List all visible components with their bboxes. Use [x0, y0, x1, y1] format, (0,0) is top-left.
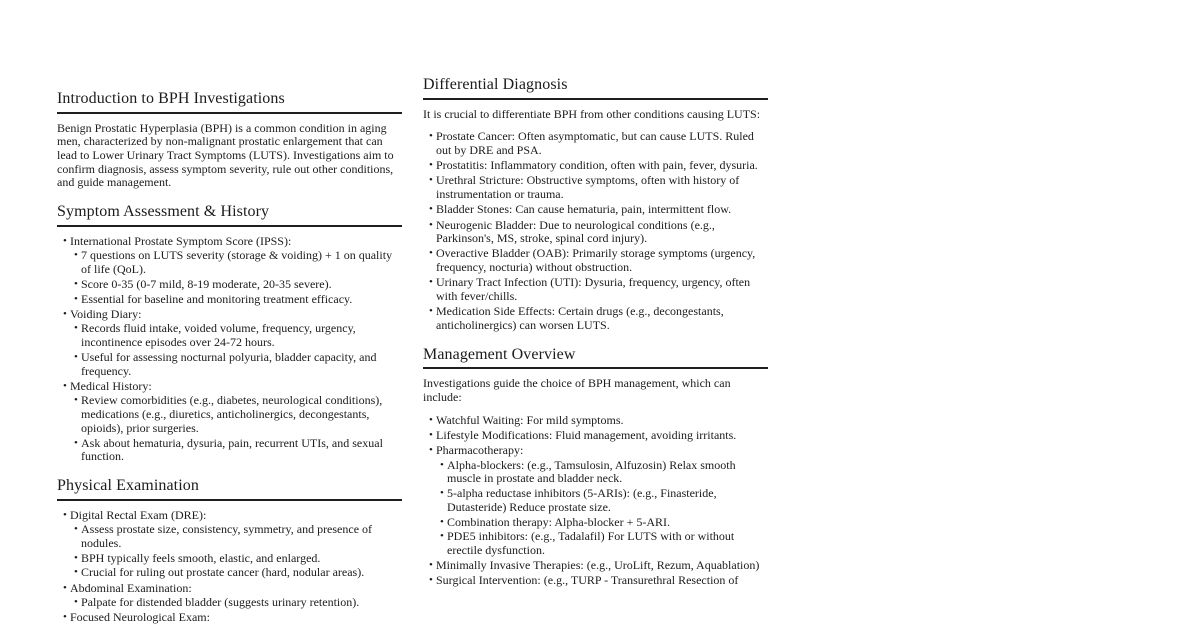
bullet-list: [57, 235, 402, 464]
list-item-text: Minimally Invasive Therapies: (e.g., UroLift, Rezum, Aquablation): [436, 558, 760, 573]
list-item-text: Review comorbidities (e.g., diabetes, neurological conditions), medications (e.g., diuretics, anticholinergics, decongestants, opioids), prior surgeries.: [81, 393, 383, 435]
list-item: [423, 174, 768, 201]
list-item-text: Medication Side Effects: Certain drugs (e.g., decongestants, anticholinergics) can worsen LUTS.: [436, 304, 724, 332]
list-item-text: Essential for baseline and monitoring treatment efficacy.: [81, 291, 353, 306]
doc-section: [57, 90, 402, 190]
list-item: [423, 247, 768, 274]
list-item: [436, 459, 768, 486]
list-item-text: Watchful Waiting: For mild symptoms.: [436, 412, 624, 427]
bullet-list: [423, 414, 768, 588]
list-item: [70, 437, 402, 464]
list-item: [423, 219, 768, 246]
list-item-text: Ask about hematuria, dysuria, pain, recurrent UTIs, and sexual function.: [81, 435, 383, 464]
list-item-text: Palpate for distended bladder (suggests urinary retention).: [81, 595, 360, 610]
list-item: [423, 429, 768, 443]
list-item-text: Lifestyle Modifications: Fluid management, avoiding irritants.: [436, 427, 737, 442]
list-item-text: Urinary Tract Infection (UTI): Dysuria, frequency, urgency, often with fever/chills.: [436, 275, 751, 304]
paragraph: Investigations guide the choice of BPH management, which can include:: [423, 376, 731, 404]
doc-section: [423, 76, 768, 333]
list-item: [70, 596, 402, 610]
list-item-text: BPH typically feels smooth, elastic, and enlarged.: [81, 550, 321, 565]
list-item-text: Neurogenic Bladder: Due to neurological conditions (e.g., Parkinson's, MS, stroke, spinal cord injury).: [436, 217, 715, 246]
list-item: [70, 566, 402, 580]
list-item-text: Assess prostate size, consistency, symmetry, and presence of nodules.: [81, 522, 373, 550]
list-item: [436, 516, 768, 530]
list-item-text: Combination therapy: Alpha-blocker + 5-ARI.: [447, 514, 671, 529]
list-item: [423, 414, 768, 428]
list-item-text: Alpha-blockers: (e.g., Tamsulosin, Alfuzosin) Relax smooth muscle in prostate and bladder neck.: [447, 457, 736, 486]
bullet-list: [423, 130, 768, 332]
bullet-list: [70, 249, 402, 306]
right-column: [423, 76, 768, 590]
list-item: [57, 582, 402, 610]
list-item-text: Digital Rectal Exam (DRE):: [70, 507, 207, 522]
list-item-text: Prostate Cancer: Often asymptomatic, but can cause LUTS. Ruled out by DRE and PSA.: [436, 129, 754, 157]
bullet-list: [70, 322, 402, 378]
list-item-text: International Prostate Symptom Score (IPSS):: [70, 233, 292, 248]
list-item-text: 7 questions on LUTS severity (storage & voiding) + 1 on quality of life (QoL).: [81, 248, 393, 277]
list-item: [57, 509, 402, 581]
list-item: [57, 611, 402, 625]
paragraph: It is crucial to differentiate BPH from other conditions causing LUTS:: [423, 106, 761, 121]
list-item: [70, 249, 402, 276]
list-item: [436, 530, 768, 557]
doc-section: [423, 346, 768, 588]
list-item-text: Urethral Stricture: Obstructive symptoms, often with history of instrumentation or trauma.: [436, 173, 740, 202]
list-item: [436, 487, 768, 514]
list-item-text: PDE5 inhibitors: (e.g., Tadalafil) For LUTS with or without erectile dysfunction.: [447, 529, 735, 557]
list-item: [57, 308, 402, 379]
list-item-text: Pharmacotherapy:: [436, 443, 524, 458]
list-item: [423, 203, 768, 217]
list-item-text: Voiding Diary:: [70, 306, 142, 321]
list-item: [70, 394, 402, 435]
list-item: [423, 559, 768, 573]
doc-section: [57, 477, 402, 625]
list-item: [70, 523, 402, 550]
section-heading: Management Overview: [423, 346, 768, 370]
list-item: [57, 235, 402, 307]
list-item: [423, 574, 768, 588]
list-item: [70, 351, 402, 378]
list-item-text: Crucial for ruling out prostate cancer (hard, nodular areas).: [81, 565, 365, 580]
list-item-text: Medical History:: [70, 378, 152, 393]
bullet-list: [70, 394, 402, 464]
bullet-list: [57, 509, 402, 626]
list-item-text: Overactive Bladder (OAB): Primarily storage symptoms (urgency, frequency, nocturia) without obstruction.: [436, 246, 756, 275]
list-item-text: Surgical Intervention: (e.g., TURP - Transurethral Resection of: [436, 573, 739, 588]
section-heading: Physical Examination: [57, 477, 402, 501]
list-item: [70, 293, 402, 307]
paragraph: Benign Prostatic Hyperplasia (BPH) is a common condition in aging men, characterized by non-malignant prostatic enlargement that can lead to Lower Urinary Tract Symptoms (LUTS). Investigations aim to confirm diagnosis, assess symptom severity, rule out other conditions, and guide management.: [57, 120, 394, 190]
section-heading: Introduction to BPH Investigations: [57, 90, 402, 114]
list-item-text: Useful for assessing nocturnal polyuria, bladder capacity, and frequency.: [81, 349, 377, 378]
list-item-text: Focused Neurological Exam:: [70, 610, 210, 625]
list-item: [70, 278, 402, 292]
list-item: [70, 322, 402, 349]
list-item: [423, 444, 768, 558]
list-item-text: Score 0-35 (0-7 mild, 8-19 moderate, 20-35 severe).: [81, 276, 332, 291]
left-column: [57, 90, 402, 627]
list-item: [423, 130, 768, 157]
list-item: [423, 276, 768, 303]
doc-section: [57, 203, 402, 464]
section-heading: Differential Diagnosis: [423, 76, 768, 100]
list-item-text: Abdominal Examination:: [70, 580, 192, 595]
list-item-text: Bladder Stones: Can cause hematuria, pain, intermittent flow.: [436, 202, 732, 217]
list-item-text: Prostatitis: Inflammatory condition, often with pain, fever, dysuria.: [436, 158, 758, 173]
section-heading: Symptom Assessment & History: [57, 203, 402, 227]
list-item: [423, 159, 768, 173]
list-item-text: 5-alpha reductase inhibitors (5-ARIs): (e.g., Finasteride, Dutasteride) Reduce prostate size.: [447, 486, 717, 514]
list-item: [70, 552, 402, 566]
list-item: [423, 305, 768, 332]
bullet-list: [70, 596, 402, 610]
bullet-list: [70, 523, 402, 580]
list-item-text: Records fluid intake, voided volume, frequency, urgency, incontinence episodes over 24-72 hours.: [81, 321, 356, 350]
list-item: [57, 380, 402, 464]
bullet-list: [436, 459, 768, 558]
